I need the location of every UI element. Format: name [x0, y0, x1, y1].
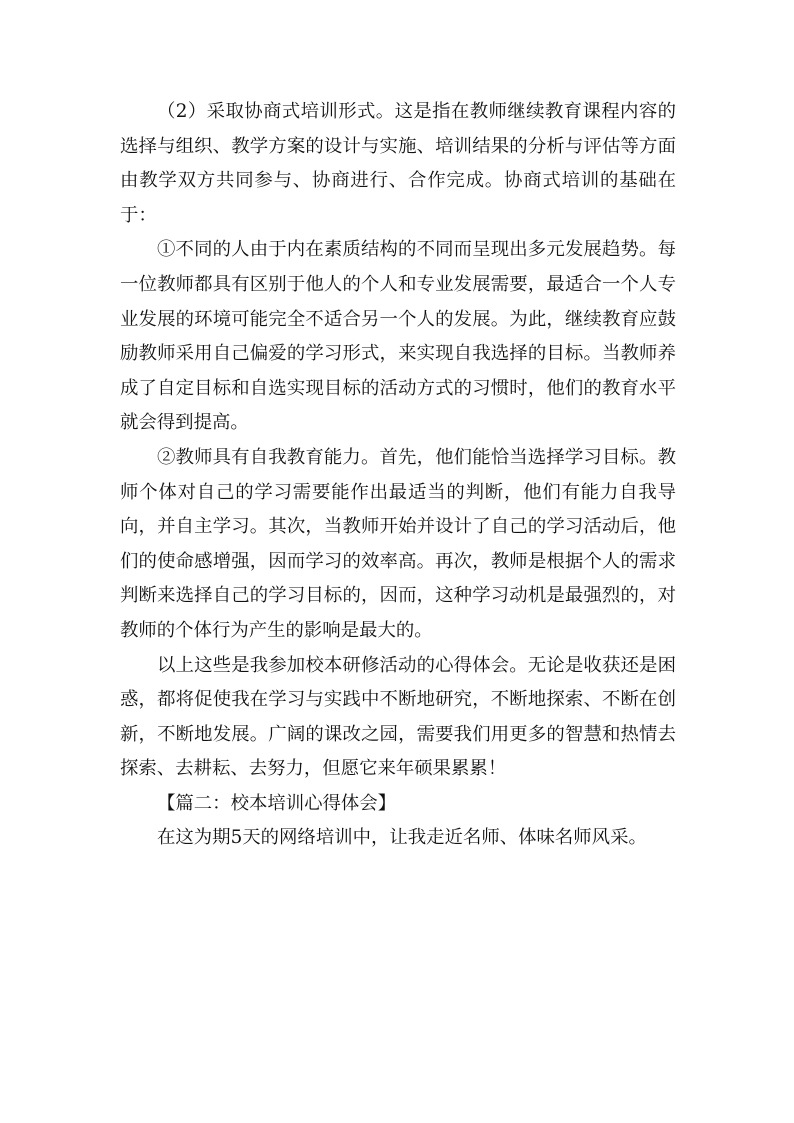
paragraph-online-training: 在这为期5天的网络培训中，让我走近名师、体味名师风采。 [157, 827, 647, 849]
paragraph-consultative-training: （2）采取协商式培训形式。这是指在教师继续教育课程内容的选择与组织、教学方案的设计与实施、培训结果的分析与评估等方面由教学双方共同参与、协商进行、合作完成。协商式培训的基础在于： [120, 101, 676, 226]
paragraph-diverse-development: ①不同的人由于内在素质结构的不同而呈现出多元发展趋势。每一位教师都具有区别于他人的个人和专业发展需要，最适合一个人专业发展的环境可能完全不适合另一个人的发展。为此，继续教育应鼓励教师采用自己偏爱的学习形式，来实现自我选择的目标。当教师养成了自定目标和自选实现目标的活动方式的习惯时，他们的教育水平就会得到提高。 [120, 239, 676, 434]
section-heading: 【篇二：校本培训心得体会】 [157, 792, 397, 814]
paragraph-conclusion: 以上这些是我参加校本研修活动的心得体会。无论是收获还是困惑，都将促使我在学习与实践中不断地研究，不断地探索、不断在创新，不断地发展。广阔的课改之园，需要我们用更多的智慧和热情去探索、去耕耘、去努力，但愿它来年硕果累累！ [120, 654, 676, 780]
document-body [120, 95, 676, 856]
paragraph-self-education: ②教师具有自我教育能力。首先，他们能恰当选择学习目标。教师个体对自己的学习需要能作出最适当的判断，他们有能力自我导向，并自主学习。其次，当教师开始并设计了自己的学习活动后，他们的使命感增强，因而学习的效率高。再次，教师是根据个人的需求判断来选择自己的学习目标的，因而，这种学习动机是最强烈的，对教师的个体行为产生的影响是最大的。 [120, 446, 676, 641]
